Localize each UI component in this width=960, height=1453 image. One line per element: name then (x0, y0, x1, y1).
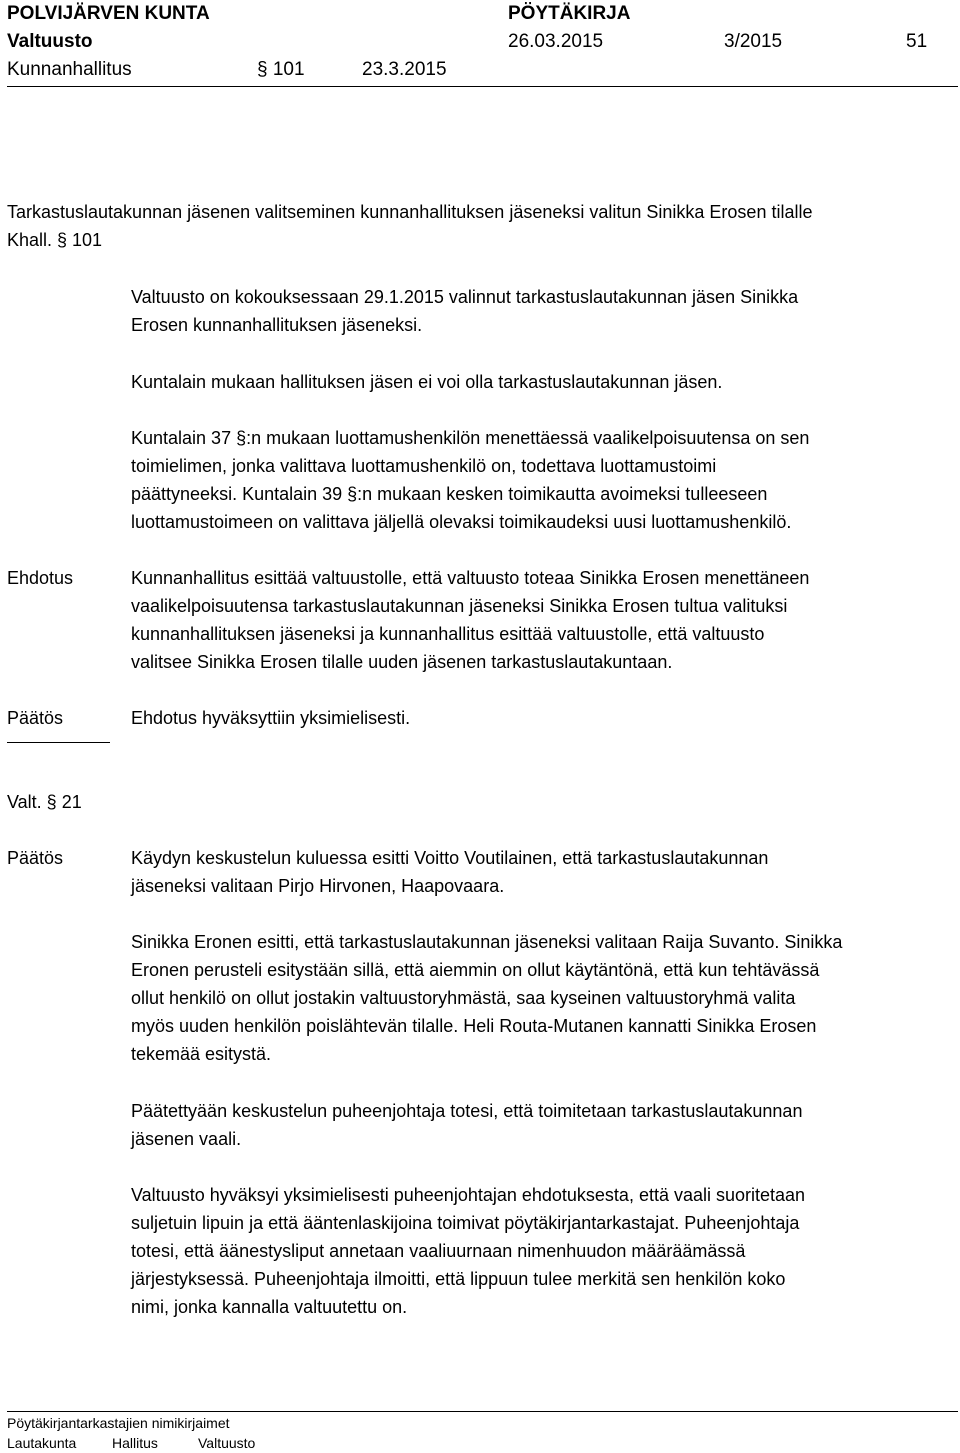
decision-2-paragraph-1 (131, 844, 959, 900)
decision-2-paragraph-3 (131, 1097, 959, 1153)
header-body-council: Valtuusto (7, 31, 93, 52)
header-section-ref: § 101 (257, 59, 305, 80)
text-line: vaalikelpoisuutensa tarkastuslautakunnan jäseneksi Sinikka Erosen tultua valituksi (131, 596, 788, 616)
text-line: nimi, jonka kannalla valtuutettu on. (131, 1297, 408, 1317)
decision-2-paragraph-4 (131, 1181, 959, 1321)
footer-col-valtuusto: Valtuusto (198, 1435, 256, 1451)
decision-label-1: Päätös (7, 708, 64, 728)
title-line-2: Khall. § 101 (7, 230, 103, 250)
header-divider (7, 86, 958, 87)
text-line: kunnanhallituksen jäseneksi ja kunnanhallitus esittää valtuustolle, että valtuusto (131, 624, 765, 644)
intro-paragraph-3 (131, 424, 959, 536)
council-section-ref: Valt. § 21 (7, 792, 82, 812)
decision-text-1 (131, 704, 959, 732)
text-line: tekemää esitystä. (131, 1044, 272, 1064)
proposal-label: Ehdotus (7, 568, 74, 588)
footer-title: Pöytäkirjantarkastajien nimikirjaimet (7, 1415, 230, 1431)
intro-paragraph-2 (131, 368, 959, 396)
text-line: Kuntalain 37 §:n mukaan luottamushenkilön menettäessä vaalikelpoisuutensa on sen (131, 428, 810, 448)
text-line: Käydyn keskustelun kuluessa esitti Voitto Voutilainen, että tarkastuslautakunnan (131, 848, 769, 868)
title-line-1: Tarkastuslautakunnan jäsenen valitseminen kunnanhallituksen jäseneksi valitun Sinikka Erosen tilalle (7, 202, 813, 222)
text-line: päättyneeksi. Kuntalain 39 §:n mukaan kesken toimikautta avoimeksi tulleeseen (131, 484, 768, 504)
text-line: luottamustoimeen on valittava jäljellä olevaksi toimikaudeksi uusi luottamushenkilö. (131, 512, 792, 532)
text-line: Sinikka Eronen esitti, että tarkastuslautakunnan jäseneksi valitaan Raija Suvanto. Sinikka (131, 932, 843, 952)
text-line: totesi, että äänestysliput annetaan vaaliuurnaan nimenhuudon määräämässä (131, 1241, 746, 1261)
text-line: järjestyksessä. Puheenjohtaja ilmoitti, että lippuun tulee merkitä sen henkilön koko (131, 1269, 786, 1289)
header-body-board: Kunnanhallitus (7, 59, 132, 80)
text-line: Kunnanhallitus esittää valtuustolle, että valtuusto toteaa Sinikka Erosen menettäneen (131, 568, 810, 588)
header-date-council: 26.03.2015 (508, 31, 604, 52)
text-line: Valtuusto on kokouksessaan 29.1.2015 valinnut tarkastuslautakunnan jäsen Sinikka (131, 287, 799, 307)
text-line: Valtuusto hyväksyi yksimielisesti puheenjohtajan ehdotuksesta, että vaali suoritetaan (131, 1185, 806, 1205)
intro-paragraph-1 (131, 283, 959, 339)
text-line: Päätettyään keskustelun puheenjohtaja totesi, että toimitetaan tarkastuslautakunnan (131, 1101, 803, 1121)
text-line: Kuntalain mukaan hallituksen jäsen ei voi olla tarkastuslautakunnan jäsen. (131, 372, 723, 392)
text-line: jäsenen vaali. (131, 1129, 242, 1149)
text-line: Ehdotus hyväksyttiin yksimielisesti. (131, 708, 411, 728)
section-short-divider (7, 742, 110, 743)
page-number: 51 (906, 31, 928, 52)
text-line: valitsee Sinikka Erosen tilalle uuden jäsenen tarkastuslautakuntaan. (131, 652, 673, 672)
text-line: jäseneksi valitaan Pirjo Hirvonen, Haapovaara. (131, 876, 505, 896)
text-line: toimielimen, jonka valittava luottamushenkilö on, todettava luottamustoimi (131, 456, 717, 476)
footer-col-hallitus: Hallitus (112, 1435, 158, 1451)
document-type: PÖYTÄKIRJA (508, 3, 631, 24)
decision-label-2: Päätös (7, 848, 64, 868)
text-line: ollut henkilö on ollut jostakin valtuustoryhmästä, saa kyseinen valtuustoryhmä valita (131, 988, 796, 1008)
text-line: myös uuden henkilön poislähtevän tilalle. Heli Routa-Mutanen kannatti Sinikka Erosen (131, 1016, 817, 1036)
header-date-board: 23.3.2015 (362, 59, 447, 80)
proposal-text (131, 564, 959, 676)
decision-2-paragraph-2 (131, 928, 959, 1068)
municipality-name: POLVIJÄRVEN KUNTA (7, 3, 210, 24)
header-issue-number: 3/2015 (724, 31, 783, 52)
text-line: Erosen kunnanhallituksen jäseneksi. (131, 315, 423, 335)
text-line: suljetuin lipuin ja että ääntenlaskijoina toimivat pöytäkirjantarkastajat. Puheenjohtaja (131, 1213, 800, 1233)
footer-col-lautakunta: Lautakunta (7, 1435, 77, 1451)
text-line: Eronen perusteli esitystään sillä, että aiemmin on ollut käytäntönä, että kun tehtävässä (131, 960, 820, 980)
